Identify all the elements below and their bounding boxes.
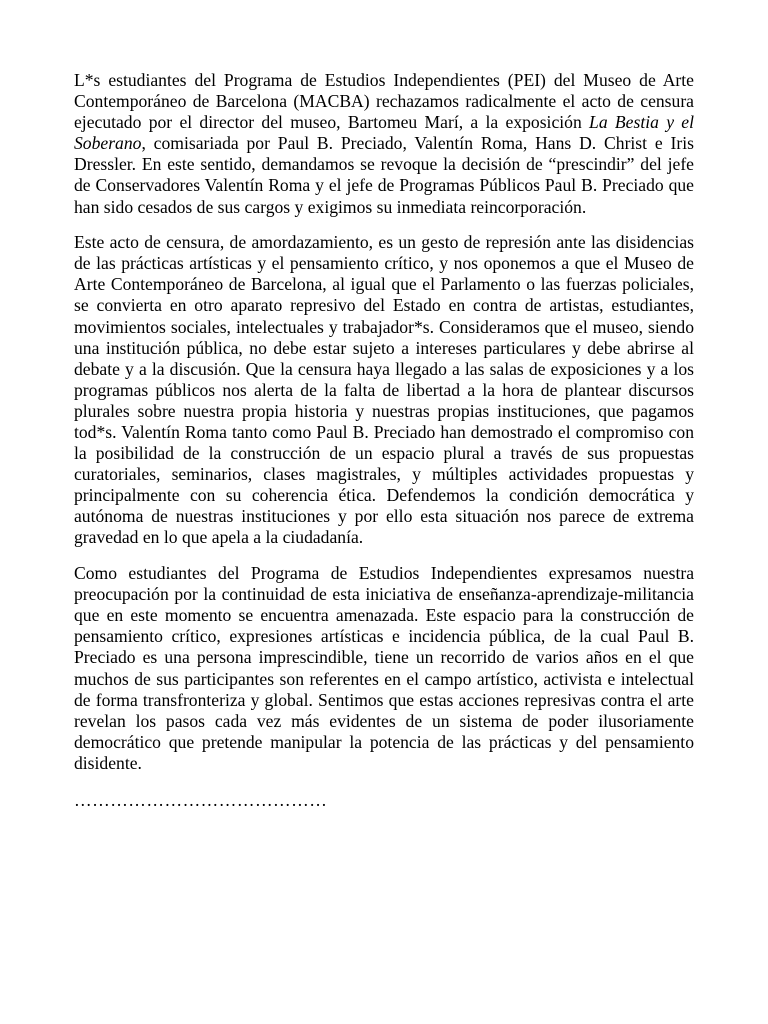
document-page xyxy=(74,70,694,811)
paragraph-2: Este acto de censura, de amordazamiento, es un gesto de represión ante las disidencias de las prácticas artísticas y el pensamiento crítico, y nos oponemos a que el Museo de Arte Contemporáneo de Barcelona, al igual que el Parlamento o las fuerzas policiales, se convierta en otro aparato represivo del Estado en contra de artistas, estudiantes, movimientos sociales, intelectuales y trabajador*s. Consideramos que el museo, siendo una institución pública, no debe estar sujeto a intereses particulares y debe abrirse al debate y a la discusión. Que la censura haya llegado a las salas de exposiciones y a los programas públicos nos alerta de la falta de libertad a la hora de plantear discursos plurales sobre nuestra propia historia y nuestras propias instituciones, que pagamos tod*s. Valentín Roma tanto como Paul B. Preciado han demostrado el compromiso con la posibilidad de la construcción de un espacio plural a través de sus propuestas curatoriales, seminarios, clases magistrales, y múltiples actividades propuestas y principalmente con su coherencia ética. Defendemos la condición democrática y autónoma de nuestras instituciones y por ello esta situación nos parece de extrema gravedad en lo que apela a la ciudadanía. xyxy=(74,232,694,548)
paragraph-1-text-before: L*s estudiantes del Programa de Estudios Independientes (PEI) del Museo de Arte Contemporáneo de Barcelona (MACBA) rechazamos radicalmente el acto de censura ejecutado por el director del museo, Bartomeu Marí, a la exposición xyxy=(74,70,694,133)
paragraph-3: Como estudiantes del Programa de Estudios Independientes expresamos nuestra preocupación por la continuidad de esta iniciativa de enseñanza-aprendizaje-militancia que en este momento se encuentra amenazada. Este espacio para la construcción de pensamiento crítico, expresiones artísticas e incidencia pública, de la cual Paul B. Preciado es una persona imprescindible, tiene un recorrido de varios años en el que muchos de sus participantes son referentes en el campo artístico, activista e intelectual de forma transfronteriza y global. Sentimos que estas acciones represivas contra el arte revelan los pasos cada vez más evidentes de un sistema de poder ilusoriamente democrático que pretende manipular la potencia de las prácticas y del pensamiento disidente. xyxy=(74,563,694,773)
paragraph-1-text-after: , comisariada por Paul B. Preciado, Valentín Roma, Hans D. Christ e Iris Dressler. En este sentido, demandamos se revoque la decisión de “prescindir” del jefe de Conservadores Valentín Roma y el jefe de Programas Públicos Paul B. Preciado que han sido cesados de sus cargos y exigimos su inmediata reincorporación. xyxy=(74,133,694,217)
paragraph-1 xyxy=(74,70,694,218)
exhibition-title: La Bestia y el Soberano xyxy=(74,112,694,154)
dotted-separator: …………………………………… xyxy=(74,790,328,810)
